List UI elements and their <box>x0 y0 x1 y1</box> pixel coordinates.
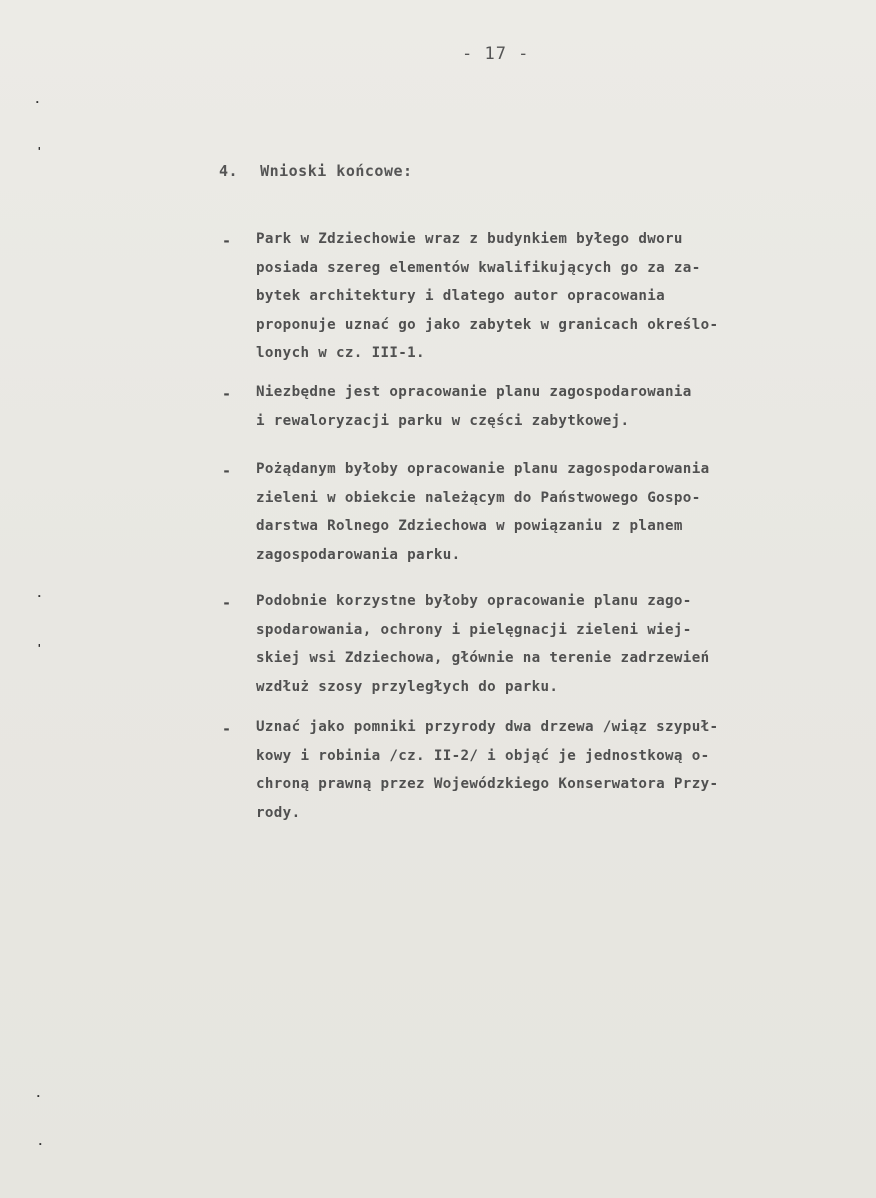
list-item-text: Park w Zdziechowie wraz z budynkiem byłego dworu posiada szereg elementów kwalifikujących go za za- bytek architektury i dlatego autor opracowania proponuje uznać go jako zabytek w granicach określo- lonych w cz. III-1. <box>256 231 719 361</box>
bullet-dash: - <box>222 385 232 403</box>
margin-mark: ' <box>36 145 43 158</box>
list-item-text: Pożądanym byłoby opracowanie planu zagospodarowania zieleni w obiekcie należącym do Państwowego Gospo- darstwa Rolnego Zdziechowa w powiązaniu z planem zagospodarowania parku. <box>256 461 710 563</box>
page-number: - 17 - <box>462 44 530 64</box>
margin-mark: ' <box>36 642 43 655</box>
bullet-dash: - <box>222 462 232 480</box>
margin-mark: · <box>35 1090 42 1103</box>
section-heading <box>219 162 413 180</box>
margin-mark: · <box>34 96 41 109</box>
bullet-dash: - <box>222 594 232 612</box>
margin-mark: · <box>36 590 43 603</box>
section-title: Wnioski końcowe: <box>260 162 413 180</box>
list-item-text: Niezbędne jest opracowanie planu zagospodarowania i rewaloryzacji parku w części zabytkowej. <box>256 384 692 429</box>
section-number: 4. <box>219 162 239 180</box>
list-item-text: Podobnie korzystne byłoby opracowanie planu zago- spodarowania, ochrony i pielęgnacji zieleni wiej- skiej wsi Zdziechowa, głównie na terenie zadrzewień wzdłuż szosy przyległych do parku. <box>256 593 710 695</box>
bullet-dash: - <box>222 232 232 250</box>
list-item-text: Uznać jako pomniki przyrody dwa drzewa /wiąz szypuł- kowy i robinia /cz. II-2/ i objąć je jednostkową o- chroną prawną przez Wojewódzkiego Konserwatora Przy- rody. <box>256 719 719 821</box>
bullet-dash: - <box>222 720 232 738</box>
margin-mark: · <box>37 1138 44 1151</box>
